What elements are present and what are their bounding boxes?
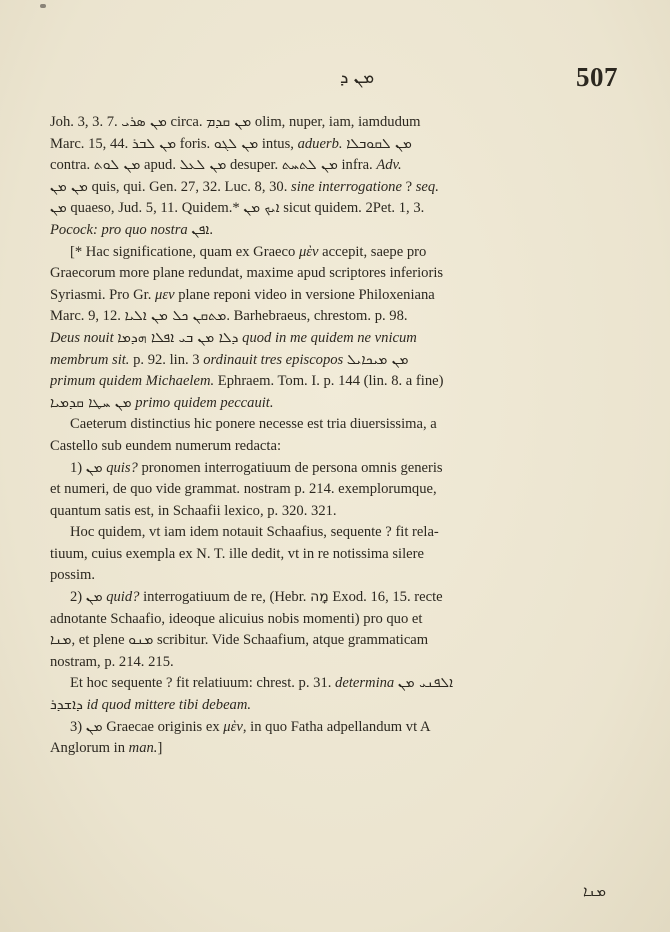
latin-text: Castello sub eundem numerum redacta: <box>50 437 281 454</box>
text-line <box>50 220 612 242</box>
syriac-word: ܡܢܘ <box>128 632 154 649</box>
text-line <box>50 695 612 717</box>
text-line <box>50 717 612 739</box>
italic-text: seq. <box>415 178 439 195</box>
syriac-word: ܡܬܩܢ ܟܠ ܡܢ ܐܠܝܐ <box>124 308 227 325</box>
syriac-word: ܕܐܫܕܪ <box>50 697 83 714</box>
text-line <box>50 134 612 156</box>
latin-text: Exod. 16, 15. recte <box>328 589 443 606</box>
text-line <box>50 673 612 695</box>
latin-text: Graecae originis ex <box>102 718 224 735</box>
latin-text: possim. <box>50 567 96 584</box>
running-head <box>40 62 630 96</box>
ink-speck <box>40 4 46 8</box>
latin-text: . <box>209 221 214 238</box>
text-line <box>50 155 612 177</box>
latin-text: quis, qui. Gen. 27, 32. Luc. 8, 30. <box>87 178 292 195</box>
text-line <box>50 479 612 501</box>
latin-text: desuper. <box>226 157 282 174</box>
latin-text: , et plene <box>71 632 129 649</box>
latin-text: , in quo Fatha adpellandum vt A <box>242 718 431 735</box>
latin-text: apud. <box>140 157 180 174</box>
text-line <box>50 587 612 609</box>
syriac-word: מָה <box>310 589 329 606</box>
italic-text: membrum sit. <box>50 351 130 368</box>
italic-text: ordinauit tres episcopos <box>203 351 344 368</box>
italic-text: primo quidem peccauit. <box>135 394 274 411</box>
text-line <box>50 458 612 480</box>
italic-text: quod in me quidem ne vnicum <box>242 329 417 346</box>
latin-text: olim, nuper, iam, iamdudum <box>251 114 421 130</box>
syriac-word: ܡܢ ܡܝܟܐܝܠ <box>346 351 409 368</box>
italic-text: Deus nouit <box>50 329 114 346</box>
latin-text: p. 92. lin. 3 <box>129 351 204 368</box>
latin-text: accepit, saepe pro <box>318 243 427 260</box>
italic-text: μὲν <box>298 243 319 260</box>
italic-text: aduerb. <box>297 135 343 152</box>
italic-text: sine interrogatione <box>291 178 402 195</box>
text-line <box>50 328 612 350</box>
latin-text: adnotante Schaafio, ideoque alicuius nobis momenti) pro quo et <box>50 610 423 627</box>
latin-text: et numeri, de quo vide grammat. nostram p. 214. exemplorumque, <box>50 481 437 498</box>
latin-text: [* Hac significatione, quam ex Graeco <box>70 243 299 260</box>
lexicon-text <box>50 112 612 760</box>
latin-text: 1) <box>70 459 86 476</box>
latin-text: Marc. 9, 12. <box>50 308 125 325</box>
italic-text: man. <box>128 740 158 757</box>
syriac-word: ܡܢ ܠܒܪ <box>131 135 177 152</box>
latin-text: foris. <box>176 135 214 152</box>
latin-text: Anglorum in <box>50 740 129 757</box>
syriac-word: ܡܢ ܠܩܘܒܠܐ <box>346 135 412 152</box>
text-line <box>50 177 612 199</box>
syriac-word: ܡܢ <box>85 718 103 735</box>
running-head-syriac: ܡܢ ܕ <box>340 68 375 88</box>
latin-text: interrogatiuum de re, (Hebr. <box>139 589 311 606</box>
latin-text: Ephraem. Tom. I. p. 144 (lin. 8. a fine) <box>214 373 444 390</box>
latin-text: quaeso, Jud. 5, 11. Quidem.* <box>66 200 244 217</box>
page-number: 507 <box>576 62 618 92</box>
text-line <box>50 414 612 436</box>
latin-text: Et hoc sequente ? fit relatiuum: chrest. p. 31. <box>70 675 336 692</box>
text-line <box>50 371 612 393</box>
italic-text: Adv. <box>376 157 402 174</box>
syriac-word: ܡܢ ܚܛܐ ܩܕܡܝܐ <box>50 394 132 411</box>
latin-text: Graecorum more plane redundat, maxime apud scriptores inferioris <box>50 265 444 282</box>
syriac-word: ܡܢܐ <box>50 632 72 649</box>
syriac-word: ܡܢ ܠܘܬ <box>93 157 141 174</box>
italic-text: primum quidem Michaelem. <box>50 373 215 390</box>
text-line <box>50 285 612 307</box>
text-line <box>50 112 612 134</box>
syriac-word: ܕܠܐ ܡܢ ܒܝ ܐܦܠܐ ܗܕܡܐ <box>117 329 239 346</box>
latin-text: 2) <box>70 589 86 606</box>
italic-text: quis? <box>106 459 138 476</box>
syriac-word: ܐܝܟ ܡܢ <box>243 200 280 217</box>
latin-text: ] <box>157 740 163 757</box>
syriac-word: ܡܢ ܡܢ <box>50 178 88 195</box>
text-line <box>50 738 612 760</box>
text-line <box>50 609 612 631</box>
syriac-word: ܡܢ ܩܕܡ <box>206 114 252 130</box>
latin-text: infra. <box>337 157 377 174</box>
italic-text: μεν <box>155 286 175 303</box>
syriac-word: ܡܢ <box>85 459 103 476</box>
latin-text: scribitur. Vide Schaafium, atque grammaticam <box>153 632 429 649</box>
text-line <box>50 306 612 328</box>
latin-text: ? <box>401 178 416 195</box>
syriac-word: ܡܢ <box>50 200 67 217</box>
latin-text: Marc. 15, 44. <box>50 135 132 152</box>
latin-text: 3) <box>70 718 86 735</box>
text-line <box>50 393 612 415</box>
text-line <box>50 242 612 264</box>
latin-text: nostram, p. 214. 215. <box>50 653 174 670</box>
syriac-word: ܡܢ ܠܬܚܬ <box>281 157 338 174</box>
latin-text: Caeterum distinctius hic ponere necesse est tria diuersissima, a <box>70 416 437 433</box>
syriac-word: ܡܢ ܠܥܠ <box>179 157 227 174</box>
latin-text: tiuum, cuius exempla ex N. T. ille dedit, vt in re notissima silere <box>50 545 424 562</box>
latin-text: circa. <box>166 114 207 130</box>
syriac-word: ܡܢ <box>85 589 103 606</box>
italic-text: quid? <box>106 589 140 606</box>
text-line <box>50 565 612 587</box>
text-line <box>50 544 612 566</box>
text-line <box>50 652 612 674</box>
text-line <box>50 198 612 220</box>
syriac-word: ܐܠܦܢܝ ܡܢ <box>397 675 454 692</box>
italic-text: determina <box>335 675 395 692</box>
latin-text: contra. <box>50 157 94 174</box>
text-line <box>50 436 612 458</box>
text-line <box>50 350 612 372</box>
text-line <box>50 263 612 285</box>
syriac-word: ܡܢ ܠܓܘ <box>213 135 259 152</box>
latin-text: Syriasmi. Pro Gr. <box>50 286 155 303</box>
text-line <box>50 522 612 544</box>
latin-text: Hoc quidem, vt iam idem notauit Schaafius, sequente ? fit rela- <box>70 524 439 541</box>
italic-text: Pocock: pro quo nostra <box>50 221 188 238</box>
syriac-word: ܐܦܢ <box>191 221 210 238</box>
latin-text: pronomen interrogatiuum de persona omnis generis <box>137 459 443 476</box>
text-line <box>50 501 612 523</box>
italic-text: μὲν <box>223 718 243 735</box>
text-line <box>50 630 612 652</box>
latin-text: Joh. 3, 3. 7. <box>50 114 122 130</box>
latin-text: intus, <box>258 135 298 152</box>
italic-text: id quod mittere tibi debeam. <box>86 697 252 714</box>
syriac-word: ܡܢ ܣܪܝ <box>121 114 167 130</box>
catchword: ܡܢܐ <box>582 882 606 900</box>
latin-text: plane reponi video in versione Philoxeniana <box>174 286 435 303</box>
latin-text: . Barhebraeus, chrestom. p. 98. <box>226 308 408 325</box>
latin-text: quantum satis est, in Schaafii lexico, p. 320. 321. <box>50 502 337 519</box>
latin-text: sicut quidem. 2Pet. 1, 3. <box>279 200 425 217</box>
